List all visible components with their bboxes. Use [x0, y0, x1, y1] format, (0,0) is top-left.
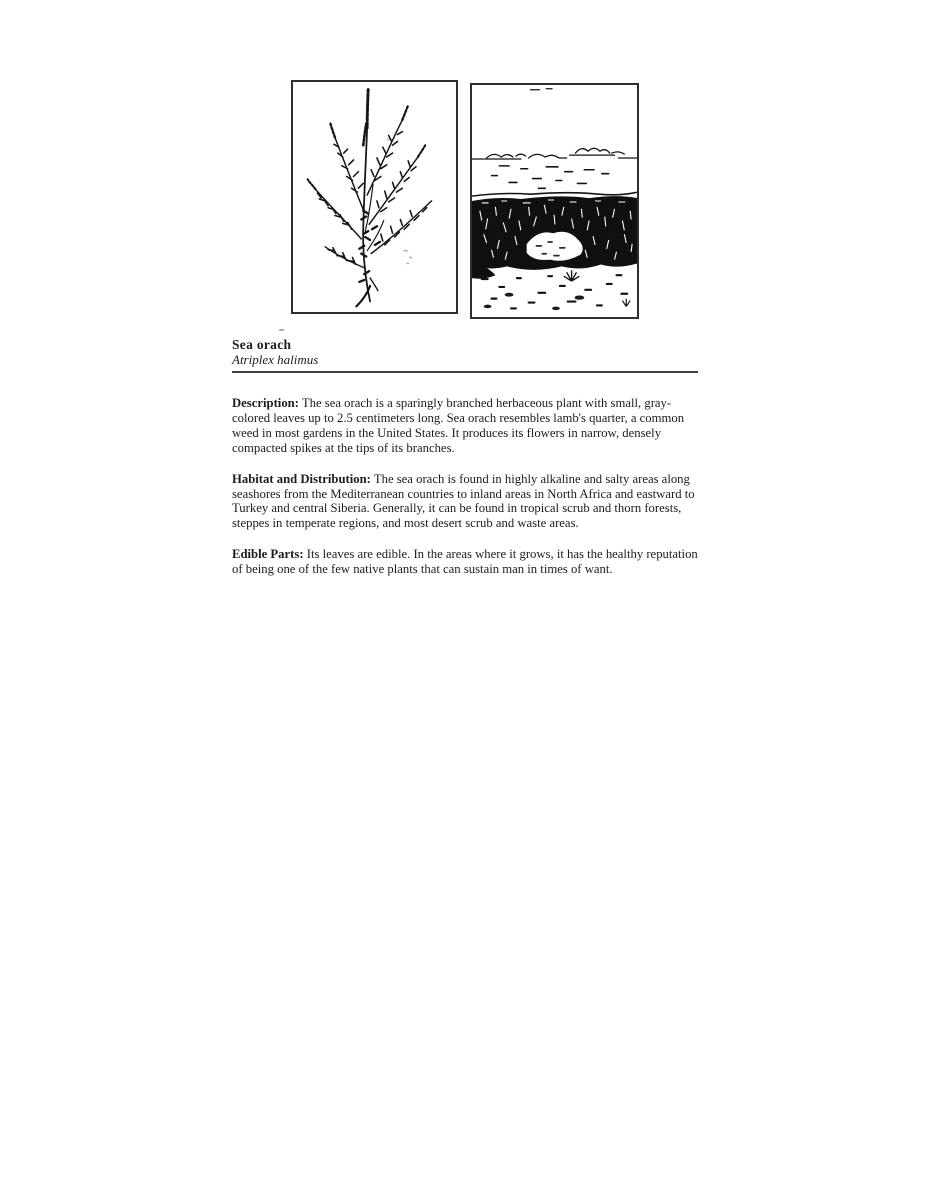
section-edible-parts [232, 547, 700, 577]
section-description-text: The sea orach is a sparingly branched herbaceous plant with small, gray-colored leaves up to 2.5 centimeters long. Sea orach resembles lamb's quarter, a common weed in most gardens in the United States. It produces its flowers in narrow, densely compacted spikes at the tips of its branches. [232, 396, 685, 455]
horizontal-rule [232, 371, 698, 373]
figure-plant-illustration [291, 80, 458, 314]
section-description-label: Description: [232, 396, 299, 410]
scan-artifact [279, 329, 284, 331]
section-habitat-distribution-text: The sea orach is found in highly alkaline and salty areas along seashores from the Mediterranean countries to inland areas in North Africa and eastward to Turkey and central Siberia. Generally, it can be found in tropical scrub and thorn forests, steppes in temperate regions, and most desert scrub and waste areas. [232, 471, 695, 531]
section-habitat-distribution [232, 472, 700, 532]
section-description [232, 396, 700, 456]
plant-scientific-name: Atriplex halimus [232, 352, 319, 367]
plant-common-name: Sea orach [232, 337, 292, 352]
title-block [232, 337, 318, 367]
section-edible-parts-label: Edible Parts: [232, 547, 304, 562]
section-edible-parts-text: Its leaves are edible. In the areas where it grows, it has the healthy reputation of being one of the few native plants that can sustain man in times of want. [232, 547, 698, 577]
section-habitat-distribution-label: Habitat and Distribution: [232, 471, 371, 486]
plant-illustration [293, 82, 456, 312]
figure-habitat-illustration [470, 83, 639, 319]
habitat-illustration [472, 85, 637, 317]
body-text [232, 396, 700, 593]
